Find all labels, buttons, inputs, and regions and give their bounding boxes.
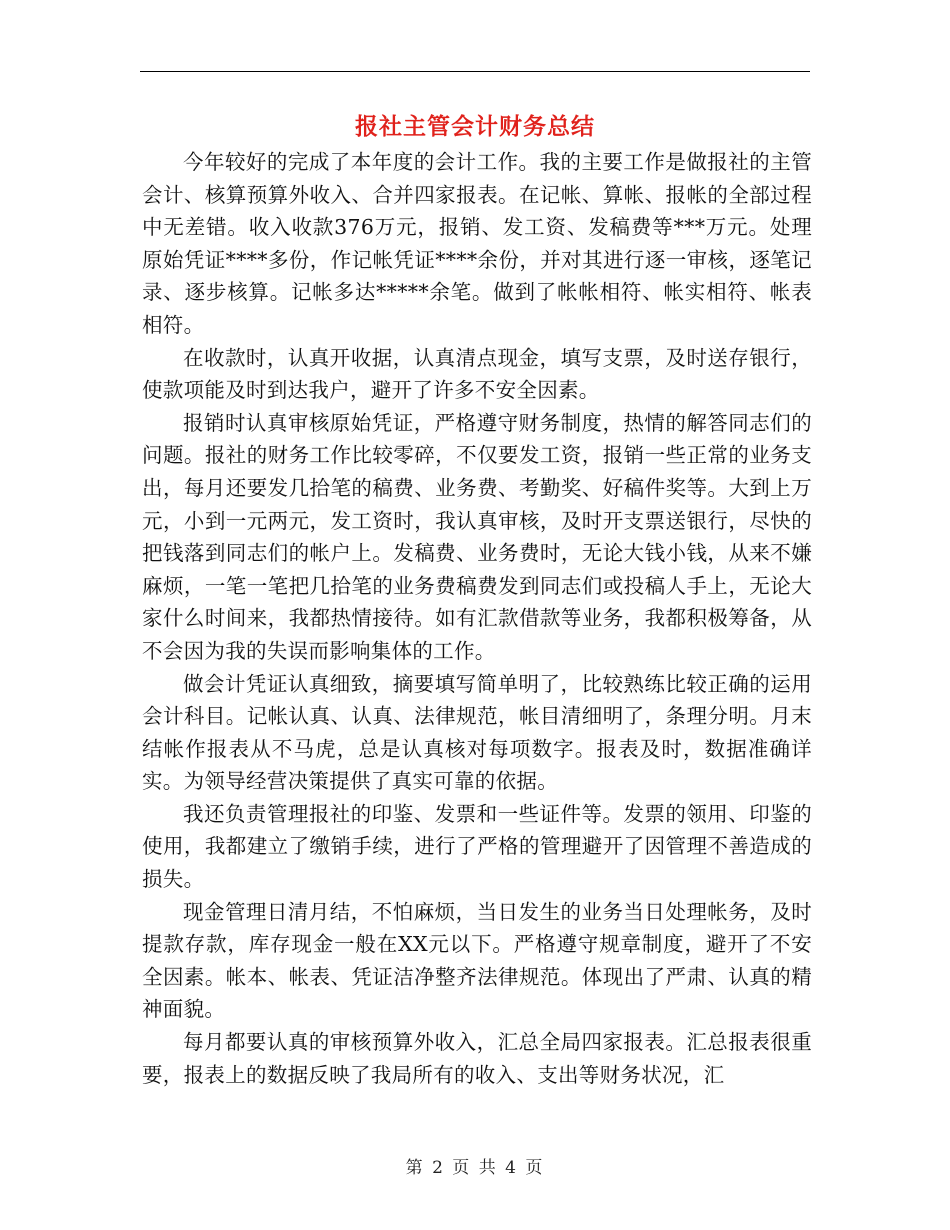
document-title: 报社主管会计财务总结 bbox=[355, 113, 595, 140]
document-body bbox=[142, 146, 812, 1091]
body-paragraph: 现金管理日清月结，不怕麻烦，当日发生的业务当日处理帐务，及时提款存款，库存现金一般在XX元以下。严格遵守规章制度，避开了不安全因素。帐本、帐表、凭证洁净整齐法律规范。体现出了严肃、认真的精神面貌。 bbox=[142, 899, 812, 1022]
body-paragraph: 每月都要认真的审核预算外收入，汇总全局四家报表。汇总报表很重要，报表上的数据反映了我局所有的收入、支出等财务状况，汇 bbox=[142, 1030, 812, 1087]
header-rule bbox=[140, 71, 810, 72]
body-paragraph: 今年较好的完成了本年度的会计工作。我的主要工作是做报社的主管会计、核算预算外收入、合并四家报表。在记帐、算帐、报帐的全部过程中无差错。收入收款376万元，报销、发工资、发稿费等***万元。处理原始凭证****多份，作记帐凭证****余份，并对其进行逐一审核，逐笔记录、逐步核算。记帐多达*****余笔。做到了帐帐相符、帐实相符、帐表相符。 bbox=[142, 150, 812, 337]
body-paragraph: 我还负责管理报社的印鉴、发票和一些证件等。发票的领用、印鉴的使用，我都建立了缴销手续，进行了严格的管理避开了因管理不善造成的损失。 bbox=[142, 801, 812, 892]
body-paragraph: 报销时认真审核原始凭证，严格遵守财务制度，热情的解答同志们的问题。报社的财务工作比较零碎，不仅要发工资，报销一些正常的业务支出，每月还要发几拾笔的稿费、业务费、考勤奖、好稿件奖等。大到上万元，小到一元两元，发工资时，我认真审核，及时开支票送银行，尽快的把钱落到同志们的帐户上。发稿费、业务费时，无论大钱小钱，从来不嫌麻烦，一笔一笔把几拾笔的业务费稿费发到同志们或投稿人手上，无论大家什么时间来，我都热情接待。如有汇款借款等业务，我都积极筹备，从不会因为我的失误而影响集体的工作。 bbox=[142, 410, 812, 663]
page-number-footer: 第 2 页 共 4 页 bbox=[405, 1158, 545, 1178]
body-paragraph: 做会计凭证认真细致，摘要填写简单明了，比较熟练比较正确的运用会计科目。记帐认真、认真、法律规范，帐目清细明了，条理分明。月末结帐作报表从不马虎，总是认真核对每项数字。报表及时，数据准确详实。为领导经营决策提供了真实可靠的依据。 bbox=[142, 671, 812, 794]
body-paragraph: 在收款时，认真开收据，认真清点现金，填写支票，及时送存银行，使款项能及时到达我户，避开了许多不安全因素。 bbox=[142, 345, 812, 403]
